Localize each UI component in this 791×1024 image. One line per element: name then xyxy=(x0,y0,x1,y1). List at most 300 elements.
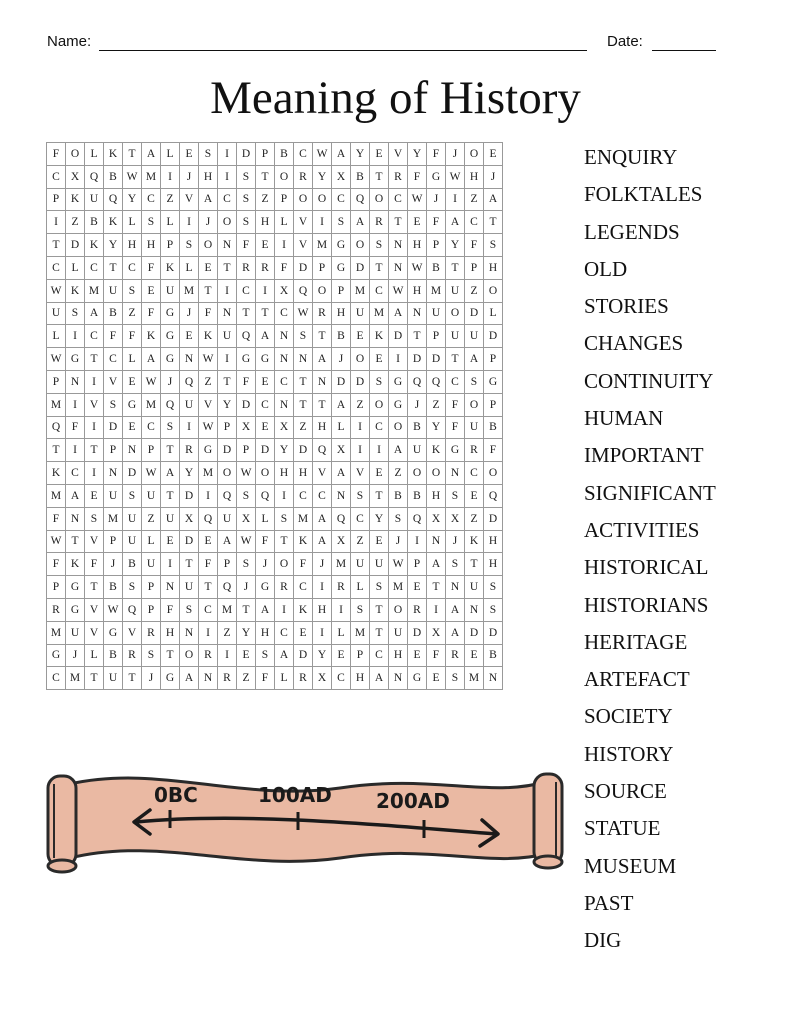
grid-cell[interactable]: L xyxy=(275,667,294,690)
grid-cell[interactable]: Q xyxy=(47,416,66,439)
grid-cell[interactable]: C xyxy=(47,256,66,279)
grid-cell[interactable]: H xyxy=(275,462,294,485)
grid-cell[interactable]: W xyxy=(142,462,161,485)
grid-cell[interactable]: Z xyxy=(142,507,161,530)
grid-cell[interactable]: D xyxy=(237,143,256,166)
grid-cell[interactable]: Z xyxy=(237,667,256,690)
grid-cell[interactable]: T xyxy=(180,553,199,576)
grid-cell[interactable]: S xyxy=(389,507,408,530)
grid-cell[interactable]: Z xyxy=(294,416,313,439)
grid-cell[interactable]: A xyxy=(446,621,465,644)
grid-cell[interactable]: U xyxy=(85,188,104,211)
grid-cell[interactable]: H xyxy=(484,256,503,279)
grid-cell[interactable]: E xyxy=(199,530,218,553)
grid-cell[interactable]: N xyxy=(389,256,408,279)
grid-cell[interactable]: J xyxy=(332,348,351,371)
grid-cell[interactable]: Y xyxy=(408,143,427,166)
grid-cell[interactable]: S xyxy=(180,598,199,621)
grid-cell[interactable]: S xyxy=(446,484,465,507)
grid-cell[interactable]: H xyxy=(408,279,427,302)
grid-cell[interactable]: F xyxy=(47,143,66,166)
grid-cell[interactable]: T xyxy=(370,621,389,644)
grid-cell[interactable]: F xyxy=(142,256,161,279)
grid-cell[interactable]: X xyxy=(313,667,332,690)
grid-cell[interactable]: P xyxy=(47,370,66,393)
grid-cell[interactable]: Y xyxy=(351,143,370,166)
grid-cell[interactable]: N xyxy=(389,667,408,690)
grid-cell[interactable]: W xyxy=(294,302,313,325)
grid-cell[interactable]: S xyxy=(332,211,351,234)
grid-cell[interactable]: W xyxy=(313,143,332,166)
grid-cell[interactable]: E xyxy=(370,530,389,553)
grid-cell[interactable]: Y xyxy=(370,507,389,530)
grid-cell[interactable]: F xyxy=(427,211,446,234)
grid-cell[interactable]: Z xyxy=(161,188,180,211)
grid-cell[interactable]: T xyxy=(161,439,180,462)
grid-cell[interactable]: S xyxy=(446,553,465,576)
grid-cell[interactable]: W xyxy=(389,279,408,302)
grid-cell[interactable]: U xyxy=(465,325,484,348)
grid-cell[interactable]: I xyxy=(427,598,446,621)
grid-cell[interactable]: F xyxy=(161,598,180,621)
grid-cell[interactable]: N xyxy=(275,393,294,416)
grid-cell[interactable]: J xyxy=(313,553,332,576)
grid-cell[interactable]: C xyxy=(256,393,275,416)
grid-cell[interactable]: V xyxy=(104,370,123,393)
grid-cell[interactable]: B xyxy=(408,416,427,439)
grid-cell[interactable]: A xyxy=(389,439,408,462)
grid-cell[interactable]: V xyxy=(180,188,199,211)
grid-cell[interactable]: Y xyxy=(313,165,332,188)
grid-cell[interactable]: T xyxy=(484,211,503,234)
grid-cell[interactable]: M xyxy=(465,667,484,690)
grid-cell[interactable]: H xyxy=(427,484,446,507)
grid-cell[interactable]: C xyxy=(351,507,370,530)
grid-cell[interactable]: D xyxy=(351,370,370,393)
grid-cell[interactable]: L xyxy=(484,302,503,325)
grid-cell[interactable]: F xyxy=(47,553,66,576)
grid-cell[interactable]: N xyxy=(446,462,465,485)
grid-cell[interactable]: T xyxy=(275,530,294,553)
grid-cell[interactable]: F xyxy=(237,234,256,257)
grid-cell[interactable]: R xyxy=(142,621,161,644)
grid-cell[interactable]: E xyxy=(123,416,142,439)
grid-cell[interactable]: N xyxy=(218,234,237,257)
grid-cell[interactable]: B xyxy=(85,211,104,234)
grid-cell[interactable]: I xyxy=(161,553,180,576)
grid-cell[interactable]: V xyxy=(85,393,104,416)
grid-cell[interactable]: M xyxy=(104,507,123,530)
grid-cell[interactable]: O xyxy=(408,462,427,485)
grid-cell[interactable]: D xyxy=(332,370,351,393)
grid-cell[interactable]: D xyxy=(465,621,484,644)
grid-cell[interactable]: B xyxy=(123,553,142,576)
grid-cell[interactable]: I xyxy=(85,462,104,485)
grid-cell[interactable]: V xyxy=(199,393,218,416)
grid-cell[interactable]: U xyxy=(66,621,85,644)
grid-cell[interactable]: K xyxy=(104,211,123,234)
grid-cell[interactable]: S xyxy=(66,302,85,325)
grid-cell[interactable]: F xyxy=(408,165,427,188)
grid-cell[interactable]: N xyxy=(465,598,484,621)
grid-cell[interactable]: Y xyxy=(313,644,332,667)
grid-cell[interactable]: O xyxy=(294,188,313,211)
grid-cell[interactable]: Q xyxy=(237,325,256,348)
grid-cell[interactable]: G xyxy=(161,302,180,325)
grid-cell[interactable]: S xyxy=(351,598,370,621)
grid-cell[interactable]: W xyxy=(389,553,408,576)
grid-cell[interactable]: S xyxy=(370,370,389,393)
grid-cell[interactable]: E xyxy=(256,370,275,393)
grid-cell[interactable]: A xyxy=(256,325,275,348)
grid-cell[interactable]: H xyxy=(465,165,484,188)
grid-cell[interactable]: U xyxy=(123,530,142,553)
grid-cell[interactable]: O xyxy=(446,302,465,325)
grid-cell[interactable]: L xyxy=(123,211,142,234)
grid-cell[interactable]: J xyxy=(408,393,427,416)
grid-cell[interactable]: D xyxy=(351,256,370,279)
grid-cell[interactable]: C xyxy=(66,462,85,485)
grid-cell[interactable]: U xyxy=(465,416,484,439)
grid-cell[interactable]: D xyxy=(123,462,142,485)
grid-cell[interactable]: A xyxy=(351,211,370,234)
grid-cell[interactable]: I xyxy=(446,188,465,211)
grid-cell[interactable]: R xyxy=(370,211,389,234)
grid-cell[interactable]: I xyxy=(313,211,332,234)
grid-cell[interactable]: N xyxy=(180,348,199,371)
grid-cell[interactable]: U xyxy=(351,553,370,576)
grid-cell[interactable]: P xyxy=(313,256,332,279)
grid-cell[interactable]: G xyxy=(446,439,465,462)
grid-cell[interactable]: R xyxy=(218,667,237,690)
grid-cell[interactable]: V xyxy=(85,598,104,621)
grid-cell[interactable]: E xyxy=(408,644,427,667)
grid-cell[interactable]: U xyxy=(218,325,237,348)
grid-cell[interactable]: A xyxy=(85,302,104,325)
grid-cell[interactable]: I xyxy=(218,348,237,371)
grid-cell[interactable]: U xyxy=(180,576,199,599)
grid-cell[interactable]: D xyxy=(66,234,85,257)
grid-cell[interactable]: T xyxy=(47,234,66,257)
grid-cell[interactable]: Z xyxy=(465,279,484,302)
grid-cell[interactable]: M xyxy=(180,279,199,302)
grid-cell[interactable]: E xyxy=(256,234,275,257)
grid-cell[interactable]: G xyxy=(256,576,275,599)
grid-cell[interactable]: S xyxy=(104,393,123,416)
grid-cell[interactable]: S xyxy=(199,143,218,166)
grid-cell[interactable]: C xyxy=(275,302,294,325)
grid-cell[interactable]: O xyxy=(275,553,294,576)
grid-cell[interactable]: F xyxy=(66,416,85,439)
grid-cell[interactable]: A xyxy=(180,667,199,690)
grid-cell[interactable]: I xyxy=(218,644,237,667)
grid-cell[interactable]: S xyxy=(256,644,275,667)
grid-cell[interactable]: W xyxy=(446,165,465,188)
grid-cell[interactable]: W xyxy=(142,370,161,393)
grid-cell[interactable]: R xyxy=(275,576,294,599)
grid-cell[interactable]: P xyxy=(142,598,161,621)
grid-cell[interactable]: A xyxy=(313,348,332,371)
grid-cell[interactable]: G xyxy=(332,234,351,257)
grid-cell[interactable]: F xyxy=(237,370,256,393)
grid-cell[interactable]: V xyxy=(294,234,313,257)
grid-cell[interactable]: G xyxy=(66,576,85,599)
grid-cell[interactable]: V xyxy=(85,621,104,644)
grid-cell[interactable]: C xyxy=(389,188,408,211)
grid-cell[interactable]: A xyxy=(465,348,484,371)
grid-cell[interactable]: U xyxy=(161,507,180,530)
grid-cell[interactable]: T xyxy=(237,302,256,325)
grid-cell[interactable]: J xyxy=(237,576,256,599)
grid-cell[interactable]: X xyxy=(332,530,351,553)
grid-cell[interactable]: R xyxy=(237,256,256,279)
grid-cell[interactable]: K xyxy=(66,188,85,211)
grid-cell[interactable]: D xyxy=(294,256,313,279)
grid-cell[interactable]: I xyxy=(180,416,199,439)
grid-cell[interactable]: W xyxy=(408,188,427,211)
grid-cell[interactable]: C xyxy=(446,370,465,393)
grid-cell[interactable]: B xyxy=(275,143,294,166)
grid-cell[interactable]: B xyxy=(484,644,503,667)
grid-cell[interactable]: W xyxy=(47,530,66,553)
grid-cell[interactable]: W xyxy=(237,462,256,485)
grid-cell[interactable]: R xyxy=(313,302,332,325)
grid-cell[interactable]: Q xyxy=(218,576,237,599)
grid-cell[interactable]: Y xyxy=(180,462,199,485)
grid-cell[interactable]: O xyxy=(389,598,408,621)
grid-cell[interactable]: G xyxy=(123,393,142,416)
grid-cell[interactable]: Z xyxy=(199,370,218,393)
grid-cell[interactable]: D xyxy=(408,348,427,371)
grid-cell[interactable]: W xyxy=(47,348,66,371)
grid-cell[interactable]: S xyxy=(85,507,104,530)
grid-cell[interactable]: I xyxy=(66,393,85,416)
grid-cell[interactable]: C xyxy=(142,188,161,211)
grid-cell[interactable]: M xyxy=(218,598,237,621)
grid-cell[interactable]: H xyxy=(256,211,275,234)
grid-cell[interactable]: L xyxy=(66,256,85,279)
grid-cell[interactable]: P xyxy=(351,644,370,667)
grid-cell[interactable]: K xyxy=(199,325,218,348)
grid-cell[interactable]: C xyxy=(370,279,389,302)
grid-cell[interactable]: Z xyxy=(218,621,237,644)
grid-cell[interactable]: R xyxy=(199,644,218,667)
grid-cell[interactable]: A xyxy=(142,143,161,166)
grid-cell[interactable]: I xyxy=(66,439,85,462)
grid-cell[interactable]: P xyxy=(218,553,237,576)
grid-cell[interactable]: E xyxy=(332,644,351,667)
grid-cell[interactable]: G xyxy=(161,667,180,690)
grid-cell[interactable]: E xyxy=(180,143,199,166)
grid-cell[interactable]: U xyxy=(389,621,408,644)
grid-cell[interactable]: L xyxy=(161,143,180,166)
grid-cell[interactable]: B xyxy=(427,256,446,279)
grid-cell[interactable]: T xyxy=(370,484,389,507)
grid-cell[interactable]: M xyxy=(313,234,332,257)
grid-cell[interactable]: H xyxy=(123,234,142,257)
grid-cell[interactable]: P xyxy=(47,188,66,211)
grid-cell[interactable]: V xyxy=(123,621,142,644)
grid-cell[interactable]: H xyxy=(142,234,161,257)
grid-cell[interactable]: S xyxy=(142,644,161,667)
grid-cell[interactable]: D xyxy=(256,439,275,462)
grid-cell[interactable]: X xyxy=(427,621,446,644)
grid-cell[interactable]: T xyxy=(294,393,313,416)
grid-cell[interactable]: F xyxy=(465,234,484,257)
grid-cell[interactable]: A xyxy=(427,553,446,576)
grid-cell[interactable]: W xyxy=(199,348,218,371)
grid-cell[interactable]: U xyxy=(142,553,161,576)
grid-cell[interactable]: M xyxy=(427,279,446,302)
grid-cell[interactable]: X xyxy=(275,279,294,302)
grid-cell[interactable]: C xyxy=(237,279,256,302)
grid-cell[interactable]: A xyxy=(199,188,218,211)
grid-cell[interactable]: O xyxy=(484,462,503,485)
grid-cell[interactable]: D xyxy=(408,621,427,644)
grid-cell[interactable]: O xyxy=(465,143,484,166)
grid-cell[interactable]: B xyxy=(104,165,123,188)
grid-cell[interactable]: M xyxy=(47,484,66,507)
grid-cell[interactable]: H xyxy=(351,667,370,690)
grid-cell[interactable]: A xyxy=(332,393,351,416)
grid-cell[interactable]: W xyxy=(408,256,427,279)
grid-cell[interactable]: E xyxy=(465,644,484,667)
grid-cell[interactable]: U xyxy=(446,279,465,302)
grid-cell[interactable]: R xyxy=(408,598,427,621)
grid-cell[interactable]: U xyxy=(351,302,370,325)
grid-cell[interactable]: I xyxy=(351,416,370,439)
grid-cell[interactable]: I xyxy=(275,484,294,507)
grid-cell[interactable]: R xyxy=(180,439,199,462)
grid-cell[interactable]: N xyxy=(66,507,85,530)
grid-cell[interactable]: U xyxy=(104,279,123,302)
grid-cell[interactable]: K xyxy=(47,462,66,485)
grid-cell[interactable]: J xyxy=(446,530,465,553)
grid-cell[interactable]: S xyxy=(351,484,370,507)
grid-cell[interactable]: M xyxy=(370,302,389,325)
grid-cell[interactable]: L xyxy=(123,348,142,371)
grid-cell[interactable]: U xyxy=(47,302,66,325)
grid-cell[interactable]: V xyxy=(294,211,313,234)
grid-cell[interactable]: K xyxy=(66,279,85,302)
grid-cell[interactable]: X xyxy=(332,165,351,188)
grid-cell[interactable]: E xyxy=(427,667,446,690)
grid-cell[interactable]: L xyxy=(142,530,161,553)
grid-cell[interactable]: T xyxy=(446,256,465,279)
grid-cell[interactable]: T xyxy=(294,370,313,393)
grid-cell[interactable]: H xyxy=(313,416,332,439)
grid-cell[interactable]: F xyxy=(123,325,142,348)
grid-cell[interactable]: E xyxy=(408,576,427,599)
grid-cell[interactable]: J xyxy=(180,302,199,325)
grid-cell[interactable]: S xyxy=(237,484,256,507)
grid-cell[interactable]: E xyxy=(123,370,142,393)
grid-cell[interactable]: D xyxy=(180,530,199,553)
grid-cell[interactable]: G xyxy=(484,370,503,393)
grid-cell[interactable]: N xyxy=(275,325,294,348)
grid-cell[interactable]: C xyxy=(465,462,484,485)
grid-cell[interactable]: N xyxy=(218,302,237,325)
grid-cell[interactable]: C xyxy=(123,256,142,279)
grid-cell[interactable]: W xyxy=(104,598,123,621)
grid-cell[interactable]: L xyxy=(275,211,294,234)
grid-cell[interactable]: G xyxy=(66,598,85,621)
grid-cell[interactable]: K xyxy=(294,598,313,621)
grid-cell[interactable]: P xyxy=(47,576,66,599)
grid-cell[interactable]: H xyxy=(484,530,503,553)
grid-cell[interactable]: H xyxy=(161,621,180,644)
grid-cell[interactable]: Z xyxy=(66,211,85,234)
grid-cell[interactable]: T xyxy=(161,484,180,507)
grid-cell[interactable]: D xyxy=(294,644,313,667)
grid-cell[interactable]: A xyxy=(313,530,332,553)
grid-cell[interactable]: T xyxy=(370,165,389,188)
grid-cell[interactable]: W xyxy=(47,279,66,302)
grid-cell[interactable]: S xyxy=(484,576,503,599)
grid-cell[interactable]: C xyxy=(142,416,161,439)
grid-cell[interactable]: G xyxy=(427,165,446,188)
grid-cell[interactable]: A xyxy=(256,598,275,621)
grid-cell[interactable]: F xyxy=(427,143,446,166)
grid-cell[interactable]: V xyxy=(85,530,104,553)
grid-cell[interactable]: O xyxy=(370,188,389,211)
grid-cell[interactable]: T xyxy=(446,348,465,371)
grid-cell[interactable]: T xyxy=(66,530,85,553)
grid-cell[interactable]: C xyxy=(275,621,294,644)
grid-cell[interactable]: X xyxy=(180,507,199,530)
grid-cell[interactable]: W xyxy=(199,416,218,439)
grid-cell[interactable]: A xyxy=(446,211,465,234)
grid-cell[interactable]: T xyxy=(408,325,427,348)
grid-cell[interactable]: A xyxy=(332,143,351,166)
grid-cell[interactable]: O xyxy=(351,234,370,257)
grid-cell[interactable]: M xyxy=(142,165,161,188)
grid-cell[interactable]: G xyxy=(332,256,351,279)
grid-cell[interactable]: F xyxy=(446,416,465,439)
grid-cell[interactable]: C xyxy=(199,598,218,621)
grid-cell[interactable]: F xyxy=(256,667,275,690)
grid-cell[interactable]: M xyxy=(351,279,370,302)
grid-cell[interactable]: T xyxy=(123,667,142,690)
grid-cell[interactable]: P xyxy=(465,256,484,279)
grid-cell[interactable]: N xyxy=(484,667,503,690)
grid-cell[interactable]: E xyxy=(370,143,389,166)
grid-cell[interactable]: F xyxy=(104,325,123,348)
grid-cell[interactable]: O xyxy=(218,211,237,234)
grid-cell[interactable]: E xyxy=(484,143,503,166)
grid-cell[interactable]: T xyxy=(85,439,104,462)
grid-cell[interactable]: S xyxy=(370,576,389,599)
grid-cell[interactable]: S xyxy=(294,325,313,348)
grid-cell[interactable]: G xyxy=(161,348,180,371)
grid-cell[interactable]: R xyxy=(294,667,313,690)
grid-cell[interactable]: I xyxy=(256,279,275,302)
grid-cell[interactable]: I xyxy=(47,211,66,234)
grid-cell[interactable]: Z xyxy=(123,302,142,325)
grid-cell[interactable]: C xyxy=(313,484,332,507)
grid-cell[interactable]: R xyxy=(294,165,313,188)
grid-cell[interactable]: A xyxy=(218,530,237,553)
grid-cell[interactable]: C xyxy=(47,667,66,690)
grid-cell[interactable]: X xyxy=(446,507,465,530)
grid-cell[interactable]: A xyxy=(370,667,389,690)
grid-cell[interactable]: D xyxy=(237,393,256,416)
grid-cell[interactable]: X xyxy=(237,416,256,439)
grid-cell[interactable]: G xyxy=(256,348,275,371)
grid-cell[interactable]: D xyxy=(294,439,313,462)
grid-cell[interactable]: Q xyxy=(218,484,237,507)
grid-cell[interactable]: J xyxy=(389,530,408,553)
